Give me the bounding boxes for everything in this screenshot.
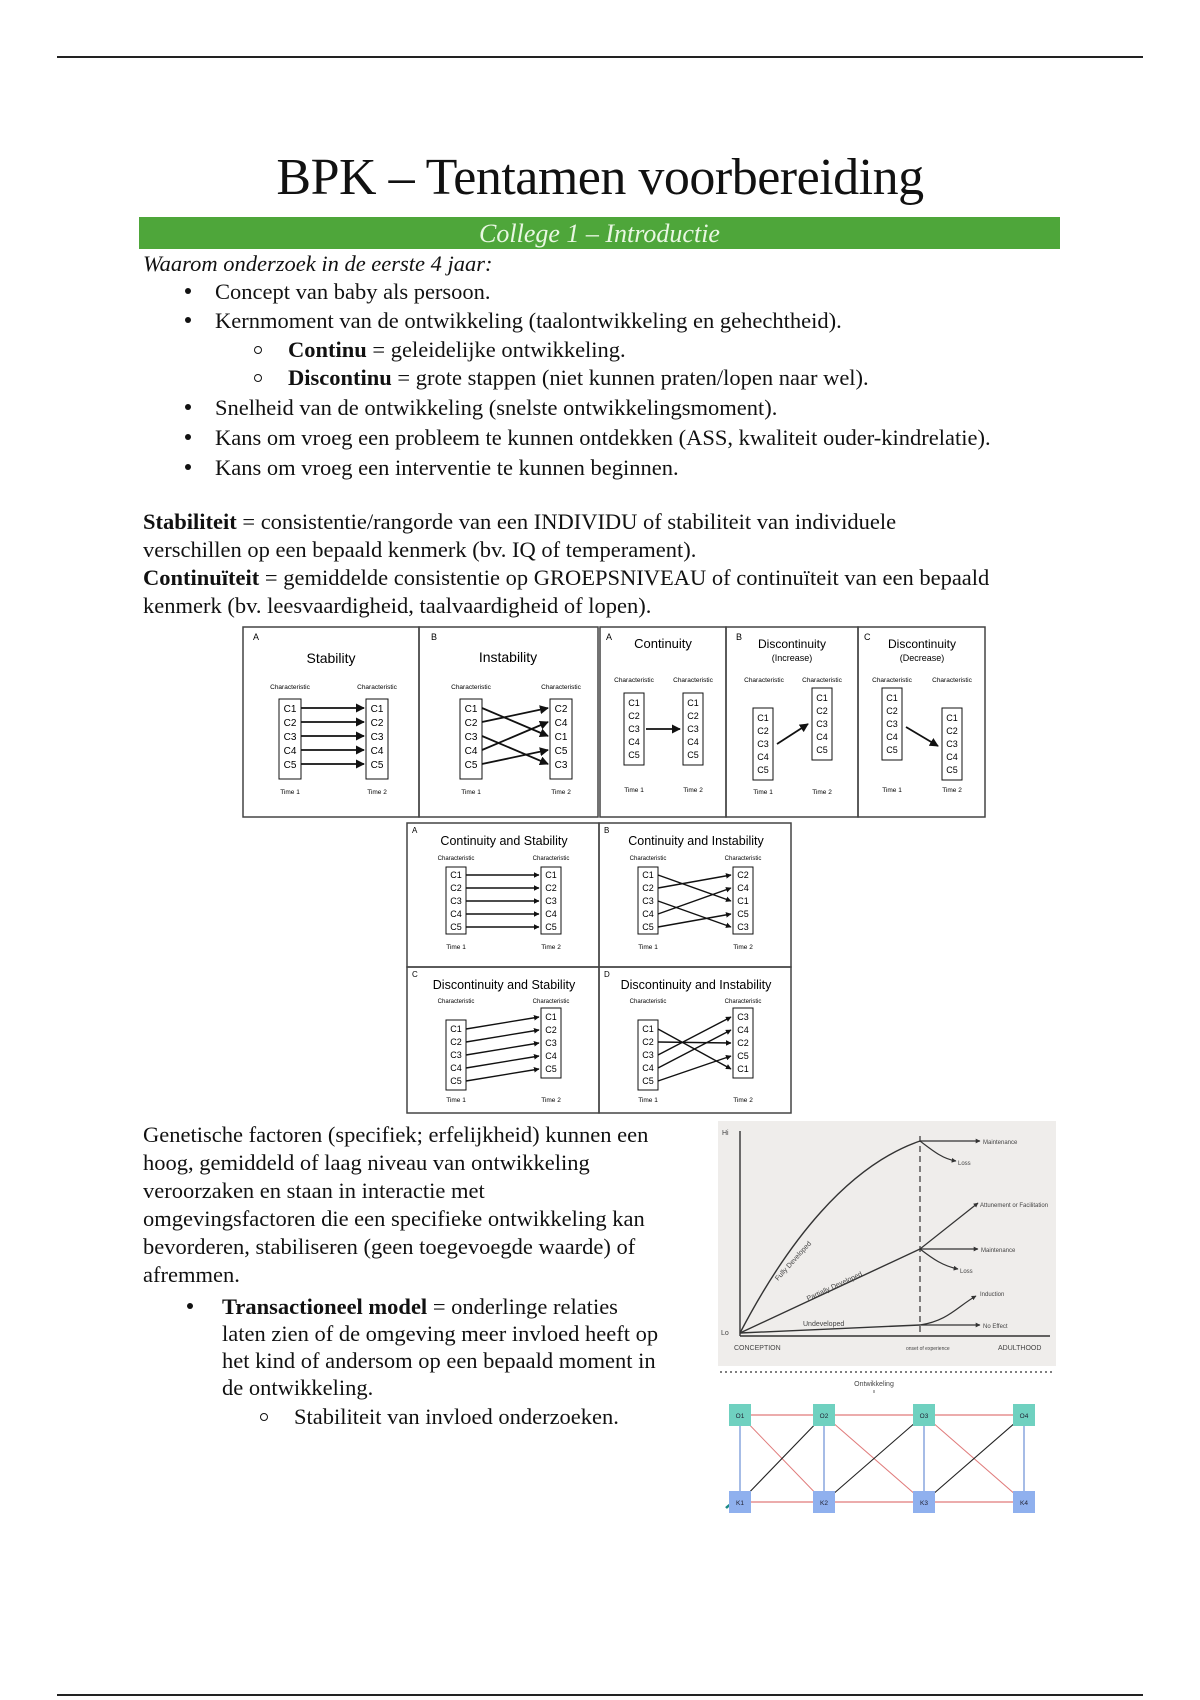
continuity-line-2: kenmerk (bv. leesvaardigheid, taalvaardigheid of lopen). <box>143 593 652 618</box>
cell-label: C2 <box>545 883 557 893</box>
cell-label: C2 <box>370 718 384 729</box>
characteristic-label: Characteristic <box>437 856 475 862</box>
arrows <box>466 875 539 927</box>
bullet-dot <box>185 288 191 294</box>
cell-label: C5 <box>946 765 958 775</box>
panel-title: Stability <box>306 650 356 666</box>
graph-adulthood: ADULTHOOD <box>998 1345 1042 1352</box>
cell-label: C4 <box>450 1063 462 1073</box>
cell-label: C5 <box>687 750 699 760</box>
time-label: Time 1 <box>280 789 300 796</box>
node-label: K3 <box>920 1500 928 1507</box>
graph-loss: Loss <box>958 1161 971 1167</box>
node-label: O3 <box>919 1413 929 1420</box>
time-label: Time 1 <box>753 789 773 796</box>
cell-label: C3 <box>370 732 384 743</box>
term-discontinu: Discontinu <box>288 365 392 390</box>
panel-title: Discontinuity <box>887 637 957 651</box>
characteristic-label: Characteristic <box>437 999 475 1005</box>
cell-label: C3 <box>642 1050 654 1060</box>
cell-label: C4 <box>642 909 654 919</box>
sub-item-continu <box>288 336 626 364</box>
bullet-dot <box>185 464 191 470</box>
cell-label: C4 <box>757 752 769 762</box>
cell-label: C4 <box>642 1063 654 1073</box>
cell-label: C2 <box>816 706 828 716</box>
cell-label: C1 <box>687 698 699 708</box>
graph-maintenance: Maintenance <box>983 1140 1018 1146</box>
bullet-dot <box>187 1303 193 1309</box>
cell-label: C3 <box>886 719 898 729</box>
cell-label: C4 <box>628 737 640 747</box>
characteristic-label: Characteristic <box>357 684 397 691</box>
diagram-title: Ontwikkeling <box>854 1381 894 1388</box>
node-label: O1 <box>735 1413 745 1420</box>
panel-title: Continuity and Instability <box>628 834 764 848</box>
cell-label: C2 <box>545 1025 557 1035</box>
panel-title: Continuity and Stability <box>440 834 568 848</box>
term-continu-definition: = geleidelijke ontwikkeling. <box>366 337 626 362</box>
cell-label: C3 <box>628 724 640 734</box>
page-title: BPK – Tentamen voorbereiding <box>276 149 924 206</box>
term-transactioneel-model: Transactioneel model <box>222 1294 428 1319</box>
node-label: K1 <box>736 1500 744 1507</box>
cell-label: C4 <box>946 752 958 762</box>
cell-label: C4 <box>816 732 828 742</box>
discontinuity-decrease-arrow <box>906 727 938 746</box>
cell-label: C1 <box>886 693 898 703</box>
cell-label: C3 <box>450 896 462 906</box>
graph-fully-developed: Fully Developed <box>774 1240 814 1283</box>
cell-label: C2 <box>554 704 568 715</box>
question-heading: Waarom onderzoek in de eerste 4 jaar: <box>143 251 493 276</box>
characteristic-label: Characteristic <box>614 677 654 684</box>
bullet-item: Kans om vroeg een probleem te kunnen ontdekken (ASS, kwaliteit ouder-kindrelatie). <box>215 425 991 450</box>
transactional-line: de ontwikkeling. <box>222 1375 374 1400</box>
cell-label: C2 <box>687 711 699 721</box>
stability-continuity-figure-grid <box>406 822 792 1114</box>
cell-label: C2 <box>283 718 297 729</box>
cell-label: C4 <box>545 1051 557 1061</box>
characteristic-label: Characteristic <box>451 684 491 691</box>
top-rule <box>57 56 1143 58</box>
cell-label: C1 <box>283 704 297 715</box>
cell-label: C1 <box>628 698 640 708</box>
time-label: Time 2 <box>812 789 832 796</box>
transactional-sub-item: Stabiliteit van invloed onderzoeken. <box>294 1404 619 1429</box>
panel-continuity <box>600 627 726 817</box>
bullet-item: Kans om vroeg een interventie te kunnen beginnen. <box>215 455 679 480</box>
cell-label: C2 <box>886 706 898 716</box>
cell-label: C4 <box>554 718 568 729</box>
time-label: Time 2 <box>367 789 387 796</box>
time-label: Time 2 <box>551 789 571 796</box>
transactional-line: laten zien of de omgeving meer invloed heeft op <box>222 1321 659 1346</box>
node-label: O4 <box>1019 1413 1029 1420</box>
bottom-rule <box>57 1694 1143 1696</box>
genetics-line: afremmen. <box>143 1262 240 1287</box>
time-label: Time 2 <box>541 944 561 951</box>
time-label: Time 1 <box>446 944 466 951</box>
sub-bullet-circle <box>260 1413 268 1421</box>
panel-title: Discontinuity and Stability <box>432 978 576 992</box>
node-label: K4 <box>1020 1500 1028 1507</box>
sub-item-discontinu <box>288 364 869 392</box>
term-discontinu-definition: = grote stappen (niet kunnen praten/lopen naar wel). <box>391 365 869 390</box>
cross-links-dark <box>740 1415 1024 1502</box>
time-label: Time 1 <box>446 1097 466 1104</box>
cell-label: C2 <box>642 883 654 893</box>
cell-label: C4 <box>737 1025 749 1035</box>
time-label: Time 1 <box>638 944 658 951</box>
panel-letter: B <box>736 632 743 642</box>
panel-letter: A <box>412 826 418 835</box>
transactional-model-diagram <box>718 1369 1058 1519</box>
graph-undeveloped: Undeveloped <box>803 1321 845 1328</box>
transactional-model <box>222 1293 618 1321</box>
characteristic-label: Characteristic <box>802 677 842 684</box>
time-label: Time 2 <box>541 1097 561 1104</box>
discontinuity-increase-arrow <box>777 724 808 744</box>
time-label: Time 1 <box>638 1097 658 1104</box>
time-label: Time 2 <box>733 1097 753 1104</box>
cell-label: C5 <box>737 1051 749 1061</box>
cell-label: C2 <box>450 883 462 893</box>
genetics-line: veroorzaken en staan in interactie met <box>143 1178 485 1203</box>
continuity-definition <box>143 564 989 592</box>
cell-label: C3 <box>283 732 297 743</box>
cell-label: C5 <box>737 909 749 919</box>
time-label: Time 1 <box>882 787 902 794</box>
cell-label: C4 <box>545 909 557 919</box>
cell-label: C5 <box>628 750 640 760</box>
cell-label: C1 <box>737 896 749 906</box>
graph-onset: onset of experience <box>906 1346 950 1352</box>
genetics-line: Genetische factoren (specifiek; erfelijkheid) kunnen een <box>143 1122 649 1147</box>
development-graph <box>718 1121 1056 1366</box>
cell-label: C2 <box>757 726 769 736</box>
cell-label: C5 <box>642 1076 654 1086</box>
cell-label: C5 <box>757 765 769 775</box>
characteristic-label: Characteristic <box>724 999 762 1005</box>
cell-label: C5 <box>816 745 828 755</box>
node-label: O2 <box>819 1413 829 1420</box>
cell-label: C1 <box>545 870 557 880</box>
cell-label: C2 <box>450 1037 462 1047</box>
cell-label: C1 <box>450 870 462 880</box>
continuity-line-1: = gemiddelde consistentie op GROEPSNIVEAU of continuïteit van een bepaald <box>259 565 990 590</box>
cell-label: C4 <box>370 746 384 757</box>
bullet-item: Snelheid van de ontwikkeling (snelste ontwikkelingsmoment). <box>215 395 778 420</box>
panel-title: Continuity <box>634 636 692 651</box>
cell-label: C1 <box>816 693 828 703</box>
panel-subtitle: (Increase) <box>771 653 813 663</box>
cell-label: C3 <box>687 724 699 734</box>
transactional-line-1: = onderlinge relaties <box>427 1294 618 1319</box>
graph-attunement: Attunement or Facilitation <box>980 1203 1049 1209</box>
time-label: Time 1 <box>624 787 644 794</box>
characteristic-label: Characteristic <box>744 677 784 684</box>
section-banner: College 1 – Introductie <box>139 217 1060 249</box>
graph-loss-2: Loss <box>960 1269 973 1275</box>
panel-letter: A <box>253 632 260 642</box>
cell-label: C4 <box>283 746 297 757</box>
graph-lo: Lo <box>721 1330 729 1337</box>
cell-label: C5 <box>370 760 384 771</box>
genetics-line: omgevingsfactoren die een specifieke ontwikkeling kan <box>143 1206 645 1231</box>
cell-label: C2 <box>737 870 749 880</box>
cell-label: C2 <box>464 718 478 729</box>
sub-bullet-circle <box>254 346 262 354</box>
characteristic-label: Characteristic <box>673 677 713 684</box>
panel-title: Discontinuity and Instability <box>620 978 772 992</box>
graph-partially-developed: Partially Developed <box>805 1270 864 1303</box>
stability-line-1: = consistentie/rangorde van een INDIVIDU of stabiliteit van individuele <box>236 509 897 534</box>
characteristic-label: Characteristic <box>270 684 310 691</box>
panel-letter: B <box>604 826 610 835</box>
bullet-item: Concept van baby als persoon. <box>215 279 491 304</box>
graph-hi: Hi <box>722 1130 729 1137</box>
cell-label: C4 <box>687 737 699 747</box>
arrows <box>658 875 731 927</box>
cell-label: C1 <box>554 732 568 743</box>
cell-label: C3 <box>737 922 749 932</box>
cell-label: C1 <box>450 1024 462 1034</box>
arrows <box>466 1017 539 1081</box>
cell-label: C4 <box>450 909 462 919</box>
cell-label: C5 <box>642 922 654 932</box>
time-label: Time 1 <box>461 789 481 796</box>
stability-continuity-figure-row1 <box>242 626 986 818</box>
cell-label: C5 <box>545 922 557 932</box>
cell-label: C3 <box>946 739 958 749</box>
graph-no-effect: No Effect <box>983 1324 1008 1330</box>
cell-label: C5 <box>464 760 478 771</box>
cell-label: C1 <box>642 1024 654 1034</box>
genetics-line: bevorderen, stabiliseren (geen toegevoegde waarde) of <box>143 1234 636 1259</box>
cell-label: C2 <box>737 1038 749 1048</box>
stability-line-2: verschillen op een bepaald kenmerk (bv. IQ of temperament). <box>143 537 697 562</box>
sub-bullet-circle <box>254 374 262 382</box>
characteristic-labels <box>270 677 972 691</box>
time-label: Time 2 <box>942 787 962 794</box>
cell-label: C5 <box>554 746 568 757</box>
time-label: Time 2 <box>683 787 703 794</box>
transactional-line: het kind of andersom op een bepaald moment in <box>222 1348 656 1373</box>
panel-letter: A <box>606 632 613 642</box>
cell-label: C5 <box>545 1064 557 1074</box>
cell-label: C3 <box>545 896 557 906</box>
arrows <box>658 1017 731 1081</box>
panel-letter: C <box>864 632 871 642</box>
instability-arrows <box>482 708 548 764</box>
cell-label: C2 <box>642 1037 654 1047</box>
cell-label: C3 <box>642 896 654 906</box>
characteristic-label: Characteristic <box>724 856 762 862</box>
cell-label: C1 <box>757 713 769 723</box>
cell-label: C5 <box>450 922 462 932</box>
characteristic-label: Characteristic <box>541 684 581 691</box>
genetics-line: hoog, gemiddeld of laag niveau van ontwikkeling <box>143 1150 590 1175</box>
cell-label: C3 <box>554 760 568 771</box>
bullet-dot <box>185 404 191 410</box>
characteristic-label: Characteristic <box>629 999 667 1005</box>
cell-label: C4 <box>737 883 749 893</box>
cell-label: C3 <box>757 739 769 749</box>
cell-label: C5 <box>886 745 898 755</box>
panel-letter: C <box>412 970 418 979</box>
cell-label: C3 <box>816 719 828 729</box>
term-continu: Continu <box>288 337 367 362</box>
cell-label: C3 <box>464 732 478 743</box>
cell-label: C1 <box>737 1064 749 1074</box>
cell-label: C5 <box>450 1076 462 1086</box>
stability-definition <box>143 508 896 536</box>
bullet-item: Kernmoment van de ontwikkeling (taalontwikkeling en gehechtheid). <box>215 308 842 333</box>
panel-title: Discontinuity <box>757 637 827 651</box>
graph-conception: CONCEPTION <box>734 1345 781 1352</box>
cell-label: C3 <box>450 1050 462 1060</box>
cell-label: C1 <box>370 704 384 715</box>
panel-letter: B <box>431 632 438 642</box>
cell-label: C1 <box>464 704 478 715</box>
cell-label: C1 <box>642 870 654 880</box>
panel-subtitle: (Decrease) <box>899 653 945 663</box>
time-label: Time 2 <box>733 944 753 951</box>
cell-label: C4 <box>886 732 898 742</box>
characteristic-label: Characteristic <box>872 677 912 684</box>
bullet-dot <box>185 434 191 440</box>
cell-label: C3 <box>545 1038 557 1048</box>
cell-label: C3 <box>737 1012 749 1022</box>
cell-label: C4 <box>464 746 478 757</box>
characteristic-label: Characteristic <box>932 677 972 684</box>
cell-label: C2 <box>628 711 640 721</box>
characteristic-label: Characteristic <box>629 856 667 862</box>
term-stabiliteit: Stabiliteit <box>143 509 237 534</box>
stability-arrows <box>301 708 364 764</box>
cell-label: C5 <box>283 760 297 771</box>
panel-title: Instability <box>478 649 538 665</box>
panel-letter: D <box>604 970 610 979</box>
characteristic-label: Characteristic <box>532 856 570 862</box>
cell-label: C1 <box>545 1012 557 1022</box>
characteristic-label: Characteristic <box>532 999 570 1005</box>
cell-label: C1 <box>946 713 958 723</box>
bullet-dot <box>185 317 191 323</box>
node-label: K2 <box>820 1500 828 1507</box>
cell-label: C2 <box>946 726 958 736</box>
term-continuiteit: Continuïteit <box>143 565 260 590</box>
graph-induction: Induction <box>980 1292 1005 1298</box>
graph-maintenance-2: Maintenance <box>981 1248 1016 1254</box>
